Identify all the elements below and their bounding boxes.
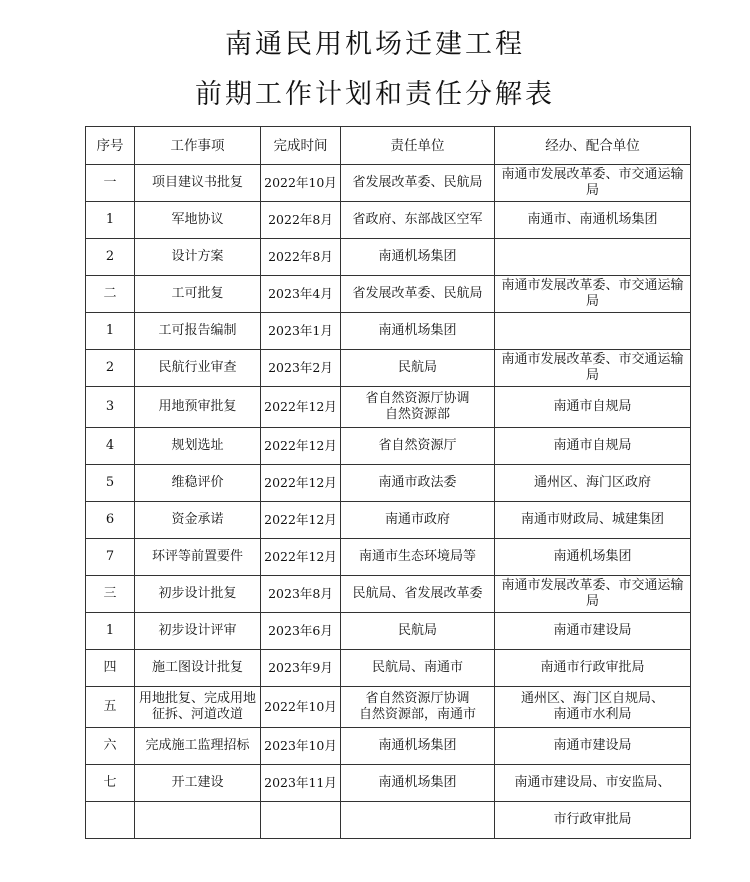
- cell-item: 初步设计评审: [135, 613, 261, 650]
- document-title-line1: 南通民用机场迁建工程: [225, 29, 525, 60]
- cell-time: 2022年10月: [261, 165, 341, 202]
- cell-line: 自然资源部，南通市: [358, 707, 476, 722]
- cell-seq: 3: [86, 387, 135, 428]
- cell-seq: 1: [86, 313, 135, 350]
- cell-seq: 6: [86, 502, 135, 539]
- cell-seq: 7: [86, 539, 135, 576]
- cell-time: 2023年9月: [261, 650, 341, 687]
- cell-seq: 五: [86, 687, 135, 728]
- cell-seq: 二: [86, 276, 135, 313]
- cell-time: [261, 802, 341, 839]
- cell-responsible: 省政府、东部战区空军: [341, 202, 495, 239]
- cell-responsible: 南通机场集团: [341, 239, 495, 276]
- cell-time: 2023年1月: [261, 313, 341, 350]
- cell-item: 设计方案: [135, 239, 261, 276]
- cell-cooperating: 南通市、南通机场集团: [495, 202, 691, 239]
- cell-responsible: 省发展改革委、民航局: [341, 276, 495, 313]
- cell-cooperating: 通州区、海门区政府: [495, 465, 691, 502]
- cell-time: 2023年11月: [261, 765, 341, 802]
- cell-line: 通州区、海门区自规局、: [520, 691, 664, 706]
- cell-cooperating: 南通机场集团: [495, 539, 691, 576]
- cell-responsible: 南通市政法委: [341, 465, 495, 502]
- cell-cooperating: 南通市发展改革委、市交通运输局: [495, 165, 691, 202]
- cell-responsible: 民航局: [341, 350, 495, 387]
- cell-line: 用地批复、完成用地: [138, 691, 256, 706]
- table-row: [86, 276, 691, 313]
- cell-cooperating: 南通市自规局: [495, 387, 691, 428]
- cell-item: [135, 802, 261, 839]
- cell-responsible: 民航局、省发展改革委: [341, 576, 495, 613]
- cell-seq: [86, 802, 135, 839]
- cell-responsible: 南通机场集团: [341, 728, 495, 765]
- cell-cooperating: 南通市财政局、城建集团: [495, 502, 691, 539]
- cell-item: 规划选址: [135, 428, 261, 465]
- table-row: [86, 765, 691, 802]
- cell-cooperating: 南通市发展改革委、市交通运输局: [495, 350, 691, 387]
- cell-time: 2023年10月: [261, 728, 341, 765]
- cell-responsible: 南通机场集团: [341, 765, 495, 802]
- cell-item: 开工建设: [135, 765, 261, 802]
- cell-time: 2022年12月: [261, 387, 341, 428]
- cell-item: 完成施工监理招标: [135, 728, 261, 765]
- cell-time: 2022年10月: [261, 687, 341, 728]
- cell-item: 项目建议书批复: [135, 165, 261, 202]
- cell-line: 省自然资源厅协调: [365, 391, 470, 406]
- table-header-row: [86, 127, 691, 165]
- cell-responsible: 民航局: [341, 613, 495, 650]
- table-row: [86, 613, 691, 650]
- cell-seq: 4: [86, 428, 135, 465]
- cell-seq: 2: [86, 239, 135, 276]
- cell-item: 施工图设计批复: [135, 650, 261, 687]
- cell-time: 2022年12月: [261, 539, 341, 576]
- table-row: [86, 387, 691, 428]
- cell-cooperating: [495, 687, 691, 728]
- cell-item: 民航行业审查: [135, 350, 261, 387]
- table-row: [86, 313, 691, 350]
- cell-item: 初步设计批复: [135, 576, 261, 613]
- cell-cooperating: 南通市发展改革委、市交通运输局: [495, 276, 691, 313]
- table-row: [86, 428, 691, 465]
- cell-time: 2022年8月: [261, 202, 341, 239]
- cell-cooperating: [495, 239, 691, 276]
- cell-seq: 一: [86, 165, 135, 202]
- table-row: [86, 239, 691, 276]
- cell-responsible: 省发展改革委、民航局: [341, 165, 495, 202]
- cell-responsible: [341, 687, 495, 728]
- header-item: 工作事项: [135, 127, 261, 165]
- table-row: [86, 576, 691, 613]
- table-row: [86, 728, 691, 765]
- cell-cooperating: 南通市建设局: [495, 728, 691, 765]
- cell-item: 用地预审批复: [135, 387, 261, 428]
- cell-seq: 5: [86, 465, 135, 502]
- cell-responsible: 南通机场集团: [341, 313, 495, 350]
- table-row: [86, 465, 691, 502]
- cell-time: 2022年12月: [261, 428, 341, 465]
- table-row: [86, 802, 691, 839]
- cell-time: 2023年4月: [261, 276, 341, 313]
- table-row: [86, 202, 691, 239]
- cell-item: 工可批复: [135, 276, 261, 313]
- cell-seq: 1: [86, 613, 135, 650]
- header-responsible: 责任单位: [341, 127, 495, 165]
- cell-time: 2022年12月: [261, 502, 341, 539]
- table-row: [86, 350, 691, 387]
- table-row: [86, 687, 691, 728]
- cell-cooperating: 南通市建设局: [495, 613, 691, 650]
- cell-time: 2022年12月: [261, 465, 341, 502]
- cell-responsible: [341, 387, 495, 428]
- cell-line: 自然资源部: [384, 407, 450, 422]
- cell-responsible: [341, 802, 495, 839]
- document-title-line2: 前期工作计划和责任分解表: [195, 79, 555, 110]
- cell-seq: 2: [86, 350, 135, 387]
- cell-responsible: 南通市生态环境局等: [341, 539, 495, 576]
- table-row: [86, 650, 691, 687]
- cell-responsible: 省自然资源厅: [341, 428, 495, 465]
- cell-seq: 七: [86, 765, 135, 802]
- header-seq: 序号: [86, 127, 135, 165]
- cell-item: 环评等前置要件: [135, 539, 261, 576]
- cell-cooperating: 南通市行政审批局: [495, 650, 691, 687]
- cell-time: 2022年8月: [261, 239, 341, 276]
- header-time: 完成时间: [261, 127, 341, 165]
- cell-time: 2023年8月: [261, 576, 341, 613]
- responsibility-table: [85, 126, 691, 839]
- cell-cooperating: 市行政审批局: [495, 802, 691, 839]
- cell-item: 军地协议: [135, 202, 261, 239]
- cell-line: 南通市水利局: [553, 707, 632, 722]
- cell-cooperating: [495, 313, 691, 350]
- cell-time: 2023年2月: [261, 350, 341, 387]
- table-row: [86, 502, 691, 539]
- cell-line: 征拆、河道改道: [151, 707, 243, 722]
- cell-responsible: 南通市政府: [341, 502, 495, 539]
- cell-line: 省自然资源厅协调: [365, 691, 470, 706]
- cell-responsible: 民航局、南通市: [341, 650, 495, 687]
- cell-seq: 四: [86, 650, 135, 687]
- cell-cooperating: 南通市发展改革委、市交通运输局: [495, 576, 691, 613]
- header-cooperating: 经办、配合单位: [495, 127, 691, 165]
- cell-seq: 三: [86, 576, 135, 613]
- cell-cooperating: 南通市自规局: [495, 428, 691, 465]
- cell-seq: 1: [86, 202, 135, 239]
- cell-item: 维稳评价: [135, 465, 261, 502]
- cell-item: 工可报告编制: [135, 313, 261, 350]
- cell-item: 资金承诺: [135, 502, 261, 539]
- table-row: [86, 539, 691, 576]
- cell-item: [135, 687, 261, 728]
- cell-time: 2023年6月: [261, 613, 341, 650]
- cell-seq: 六: [86, 728, 135, 765]
- table-row: [86, 165, 691, 202]
- cell-cooperating: 南通市建设局、市安监局、: [495, 765, 691, 802]
